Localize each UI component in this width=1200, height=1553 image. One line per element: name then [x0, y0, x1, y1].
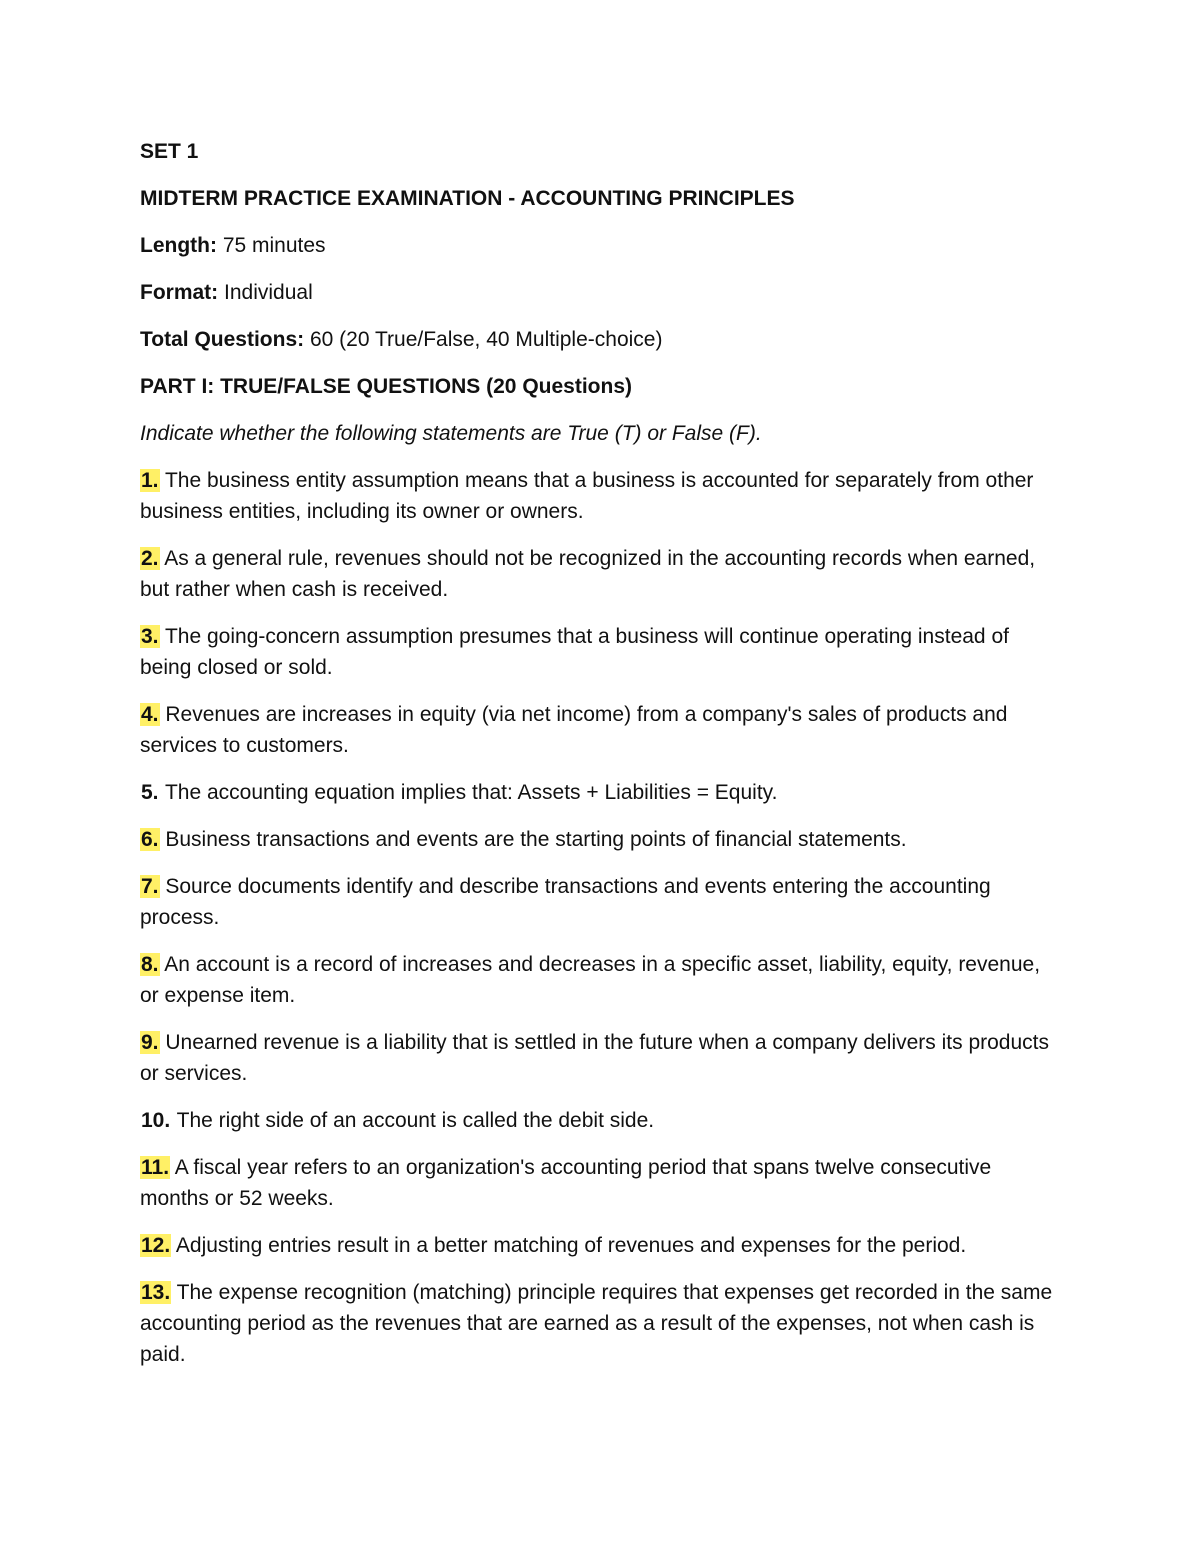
- question-item: [140, 871, 1070, 933]
- format-value: Individual: [224, 281, 313, 304]
- question-text: Revenues are increases in equity (via net income) from a company's sales of products and services to customers.: [140, 703, 1008, 757]
- set-label: SET 1: [140, 140, 199, 163]
- question-text: The business entity assumption means that a business is accounted for separately from other business entities, including its owner or owners.: [140, 469, 1034, 523]
- total-questions-label: Total Questions:: [140, 328, 305, 351]
- question-text: Business transactions and events are the starting points of financial statements.: [159, 828, 907, 851]
- question-item: [140, 777, 1070, 808]
- question-text: An account is a record of increases and decreases in a specific asset, liability, equity, revenue, or expense item.: [140, 953, 1041, 1007]
- document-page: [140, 136, 1070, 1386]
- question-number-highlighted: 3.: [141, 625, 159, 648]
- question-list: [140, 465, 1070, 1370]
- question-text: The expense recognition (matching) principle requires that expenses get recorded in the same accounting period as the revenues that are earned as a result of the expenses, not when cash is paid.: [140, 1281, 1053, 1366]
- question-item: [140, 1277, 1070, 1370]
- question-number-highlighted: 1.: [141, 469, 159, 492]
- format-label: Format:: [140, 281, 219, 304]
- length-label: Length:: [140, 234, 217, 257]
- question-item: [140, 1105, 1070, 1136]
- question-item: [140, 621, 1070, 683]
- exam-title: MIDTERM PRACTICE EXAMINATION - ACCOUNTING PRINCIPLES: [140, 187, 795, 210]
- question-number: 5.: [141, 781, 159, 804]
- question-item: [140, 699, 1070, 761]
- question-number-highlighted: 6.: [141, 828, 159, 851]
- question-number: 10.: [141, 1109, 171, 1132]
- question-text: A fiscal year refers to an organization's accounting period that spans twelve consecutive months or 52 weeks.: [140, 1156, 992, 1210]
- question-number-highlighted: 8.: [141, 953, 159, 976]
- length-value: 75 minutes: [222, 234, 326, 257]
- question-number-highlighted: 7.: [141, 875, 159, 898]
- question-item: [140, 1152, 1070, 1214]
- question-item: [140, 465, 1070, 527]
- question-item: [140, 1027, 1070, 1089]
- question-number-highlighted: 4.: [141, 703, 159, 726]
- question-item: [140, 824, 1070, 855]
- length-line: [140, 230, 1070, 261]
- question-text: Source documents identify and describe transactions and events entering the accounting process.: [140, 875, 991, 929]
- question-number-highlighted: 13.: [141, 1281, 171, 1304]
- part-title: PART I: TRUE/FALSE QUESTIONS (20 Questions): [140, 375, 632, 398]
- format-line: [140, 277, 1070, 308]
- question-number-highlighted: 11.: [141, 1156, 170, 1179]
- question-text: Adjusting entries result in a better matching of revenues and expenses for the period.: [171, 1234, 967, 1257]
- total-questions-line: [140, 324, 1070, 355]
- question-text: The right side of an account is called the debit side.: [171, 1109, 655, 1132]
- question-item: [140, 1230, 1070, 1261]
- question-number-highlighted: 9.: [141, 1031, 159, 1054]
- question-text: Unearned revenue is a liability that is settled in the future when a company delivers its products or services.: [140, 1031, 1049, 1085]
- total-questions-value: 60 (20 True/False, 40 Multiple-choice): [309, 328, 663, 351]
- question-number-highlighted: 2.: [141, 547, 159, 570]
- part-instruction: Indicate whether the following statements are True (T) or False (F).: [140, 422, 762, 445]
- question-text: As a general rule, revenues should not be recognized in the accounting records when earned, but rather when cash is received.: [140, 547, 1036, 601]
- question-text: The accounting equation implies that: Assets + Liabilities = Equity.: [159, 781, 778, 804]
- question-number-highlighted: 12.: [141, 1234, 171, 1257]
- question-item: [140, 949, 1070, 1011]
- question-text: The going-concern assumption presumes that a business will continue operating instead of being closed or sold.: [140, 625, 1009, 679]
- question-item: [140, 543, 1070, 605]
